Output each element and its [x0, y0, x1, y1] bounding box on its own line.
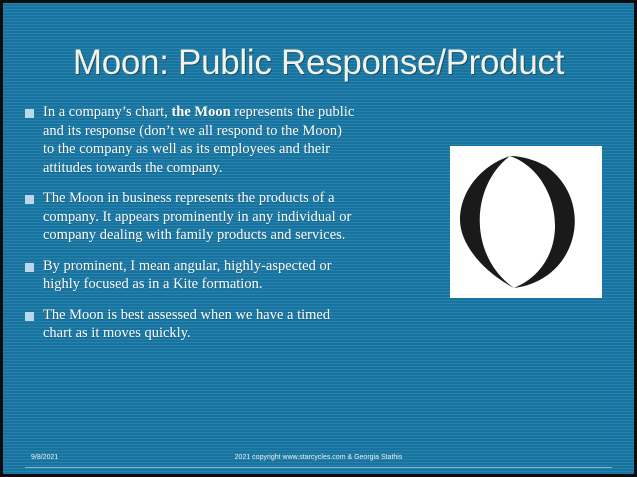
list-item: [25, 189, 355, 245]
list-item-text: The Moon in business represents the products of a company. It appears prominently in any individual or company dealing with family products and services.: [43, 190, 352, 244]
list-item-text: In a company’s chart, the Moon represents the public and its response (don’t we all respond to the Moon) to the company as well as its employees and their attitudes towards the company.: [43, 104, 355, 176]
footer-credit: 2021 copyright www.starcycles.com & Georgia Stathis: [234, 454, 403, 461]
footer-divider: [25, 467, 612, 468]
bullet-square-icon: [25, 312, 34, 321]
list-item-text: The Moon is best assessed when we have a timed chart as it moves quickly.: [43, 306, 331, 342]
slide: [3, 3, 634, 474]
list-item-text: By prominent, I mean angular, highly-aspected or highly focused as in a Kite formation.: [43, 257, 332, 293]
footer-date: 9/8/2021: [31, 454, 59, 461]
page-title: Moon: Public Response/Product: [72, 43, 565, 82]
list-item: [25, 257, 355, 294]
list-item: [25, 306, 355, 343]
bullet-square-icon: [25, 263, 34, 272]
bullet-square-icon: [25, 195, 34, 204]
bullet-list: [25, 103, 355, 355]
crescent-moon-icon: [450, 146, 602, 298]
list-item: [25, 103, 355, 177]
bullet-square-icon: [25, 109, 34, 118]
